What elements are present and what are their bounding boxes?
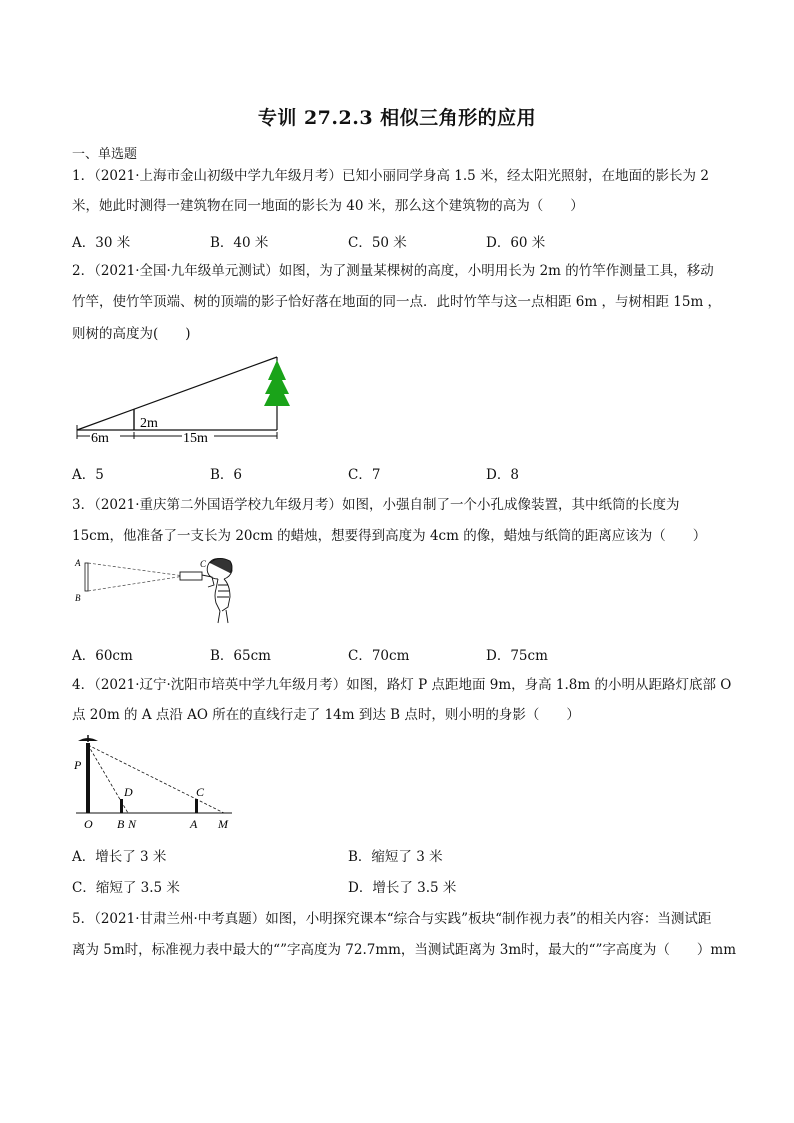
q2-option-a[interactable]: A．5 <box>72 467 104 483</box>
distance-6m-label: 6m <box>91 431 109 446</box>
q4-text-line2: 点 20m 的 A 点沿 AO 所在的直线行走了 14m 到达 B 点时，则小明的身影（ ） <box>72 707 580 723</box>
q4-option-d[interactable]: D．增长了 3.5 米 <box>348 880 457 896</box>
street-lamp-icon <box>78 735 98 742</box>
point-a-label: A <box>190 817 198 831</box>
page-title: 专训 27.2.3 相似三角形的应用 <box>257 107 537 129</box>
section-heading: 一、单选题 <box>72 147 138 162</box>
person-at-a <box>195 799 198 813</box>
q3-text-line2: 15cm，他准备了一支长为 20cm 的蜡烛，想要得到高度为 4cm 的像，蜡烛与纸筒的距离应该为（ ） <box>72 528 707 544</box>
q3-option-c[interactable]: C．70cm <box>348 648 410 664</box>
q5-text-line2: 离为 5m时，标准视力表中最大的“”字高度为 72.7mm，当测试距离为 3m时，最大的“”字高度为（ ）mm <box>72 942 737 958</box>
q4-text-line1: 4．（2021·辽宁·沈阳市培英中学九年级月考）如图，路灯 P 点距地面 9m，身高 1.8m 的小明从距路灯底部 O <box>72 677 732 693</box>
light-ray-top <box>88 563 184 576</box>
q3-option-b[interactable]: B．65cm <box>210 648 271 664</box>
q1-option-a[interactable]: A．30 米 <box>72 235 131 251</box>
boy-figure <box>202 558 232 623</box>
q1-text-line1: 1．（2021·上海市金山初级中学九年级月考）已知小丽同学身高 1.5 米，经太阳光照射，在地面的影长为 2 <box>72 168 709 184</box>
point-n-label: N <box>128 817 137 831</box>
q2-option-d[interactable]: D．8 <box>486 467 519 483</box>
ray-to-m <box>88 745 224 813</box>
point-a-label: A <box>75 558 81 568</box>
point-b-label: B <box>117 817 125 831</box>
light-ray-bottom <box>88 576 184 591</box>
point-c-label: C <box>196 785 205 799</box>
candle <box>85 563 88 591</box>
person-at-b <box>120 799 123 813</box>
q4-option-c[interactable]: C．缩短了 3.5 米 <box>72 880 180 896</box>
point-m-label: M <box>218 817 228 831</box>
q4-figure <box>72 733 247 833</box>
q2-figure <box>72 352 302 452</box>
lamp-post <box>86 743 90 813</box>
tree-icon <box>264 360 290 406</box>
q3-figure <box>72 555 242 635</box>
q2-option-b[interactable]: B．6 <box>210 467 243 483</box>
q3-text-line1: 3．（2021·重庆第二外国语学校九年级月考）如图，小强自制了一个小孔成像装置，其中纸筒的长度为 <box>72 497 680 513</box>
q2-text-line3: 则树的高度为( ) <box>72 326 191 342</box>
q2-text-line2: 竹竿，使竹竿顶端、树的顶端的影子恰好落在地面的同一点．此时竹竿与这一点相距 6m ，与树相距 15m ， <box>72 294 722 310</box>
q1-text-line2: 米，她此时测得一建筑物在同一地面的影长为 40 米，那么这个建筑物的高为（ ） <box>72 198 584 214</box>
q2-option-c[interactable]: C．7 <box>348 467 381 483</box>
point-o-label: O <box>84 817 93 831</box>
q1-option-b[interactable]: B．40 米 <box>210 235 269 251</box>
q5-text-line1: 5．（2021·甘肃兰州·中考真题）如图，小明探究课本“综合与实践”板块“制作视力表”的相关内容：当测试距 <box>72 911 712 927</box>
q3-option-a[interactable]: A．60cm <box>72 648 133 664</box>
point-c-label: C <box>200 559 207 569</box>
q1-option-c[interactable]: C．50 米 <box>348 235 407 251</box>
pole-label: 2m <box>140 416 158 431</box>
point-p-label: P <box>74 758 82 772</box>
paper-tube <box>180 572 202 580</box>
point-b-label: B <box>75 593 81 603</box>
point-d-label: D <box>124 785 133 799</box>
q4-option-a[interactable]: A．增长了 3 米 <box>72 849 167 865</box>
q2-text-line1: 2．（2021·全国·九年级单元测试）如图，为了测量某棵树的高度，小明用长为 2m 的竹竿作测量工具，移动 <box>72 263 714 279</box>
q4-option-b[interactable]: B．缩短了 3 米 <box>348 849 443 865</box>
q3-option-d[interactable]: D．75cm <box>486 648 548 664</box>
distance-15m-label: 15m <box>183 431 208 446</box>
shadow-ray <box>77 357 277 430</box>
q1-option-d[interactable]: D．60 米 <box>486 235 546 251</box>
